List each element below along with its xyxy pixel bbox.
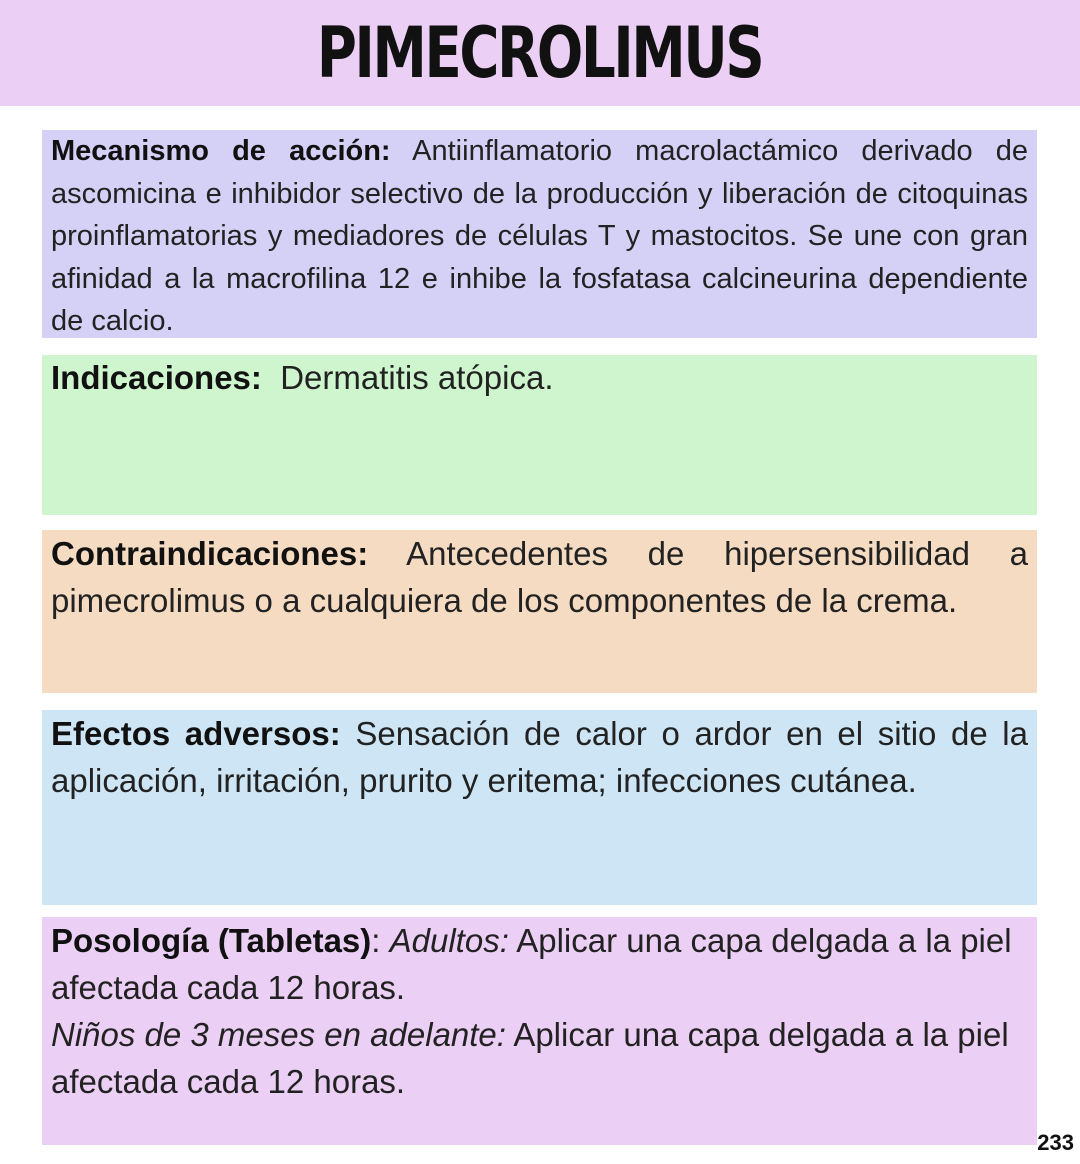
- section-label: Efectos adversos:: [51, 715, 341, 752]
- adultos-text: Aplicar una capa delgada a la piel afectada cada 12 horas.: [51, 922, 1012, 1006]
- ninos-label: Niños de 3 meses en adelante:: [51, 1016, 506, 1053]
- section-label: Mecanismo de acción:: [51, 135, 391, 167]
- section-contraindicaciones: [42, 530, 1037, 693]
- section-text: Sensación de calor o ardor en el sitio de la aplicación, irritación, prurito y eritema; infecciones cutánea.: [51, 715, 1028, 799]
- section-label: Contraindicaciones:: [51, 535, 369, 572]
- section-text: Antiinflamatorio macrolactámico derivado de ascomicina e inhibidor selectivo de la producción y liberación de citoquinas proinflamatorias y mediadores de células T y mastocitos. Se une con gran afinidad a la macrofilina 12 e inhibe la fosfatasa calcineurina dependiente de calcio.: [51, 135, 1028, 337]
- page-title: PIMECROLIMUS: [317, 12, 763, 94]
- section-indicaciones: [42, 355, 1037, 515]
- section-posologia: [42, 917, 1037, 1145]
- separator: :: [371, 922, 390, 959]
- section-efectos-adversos: [42, 710, 1037, 905]
- title-banner: [0, 0, 1080, 106]
- section-label: Indicaciones:: [51, 359, 262, 396]
- section-label: Posología (Tabletas): [51, 922, 372, 959]
- adultos-label: Adultos:: [389, 922, 509, 959]
- ninos-text: Aplicar una capa delgada a la piel afectada cada 12 horas.: [51, 1016, 1009, 1100]
- section-text: Dermatitis atópica.: [261, 359, 554, 396]
- section-text: Antecedentes de hipersensibilidad a pimecrolimus o a cualquiera de los componentes de la crema.: [51, 535, 1028, 619]
- section-mecanismo: [42, 130, 1037, 338]
- page-number: 233: [1037, 1130, 1074, 1155]
